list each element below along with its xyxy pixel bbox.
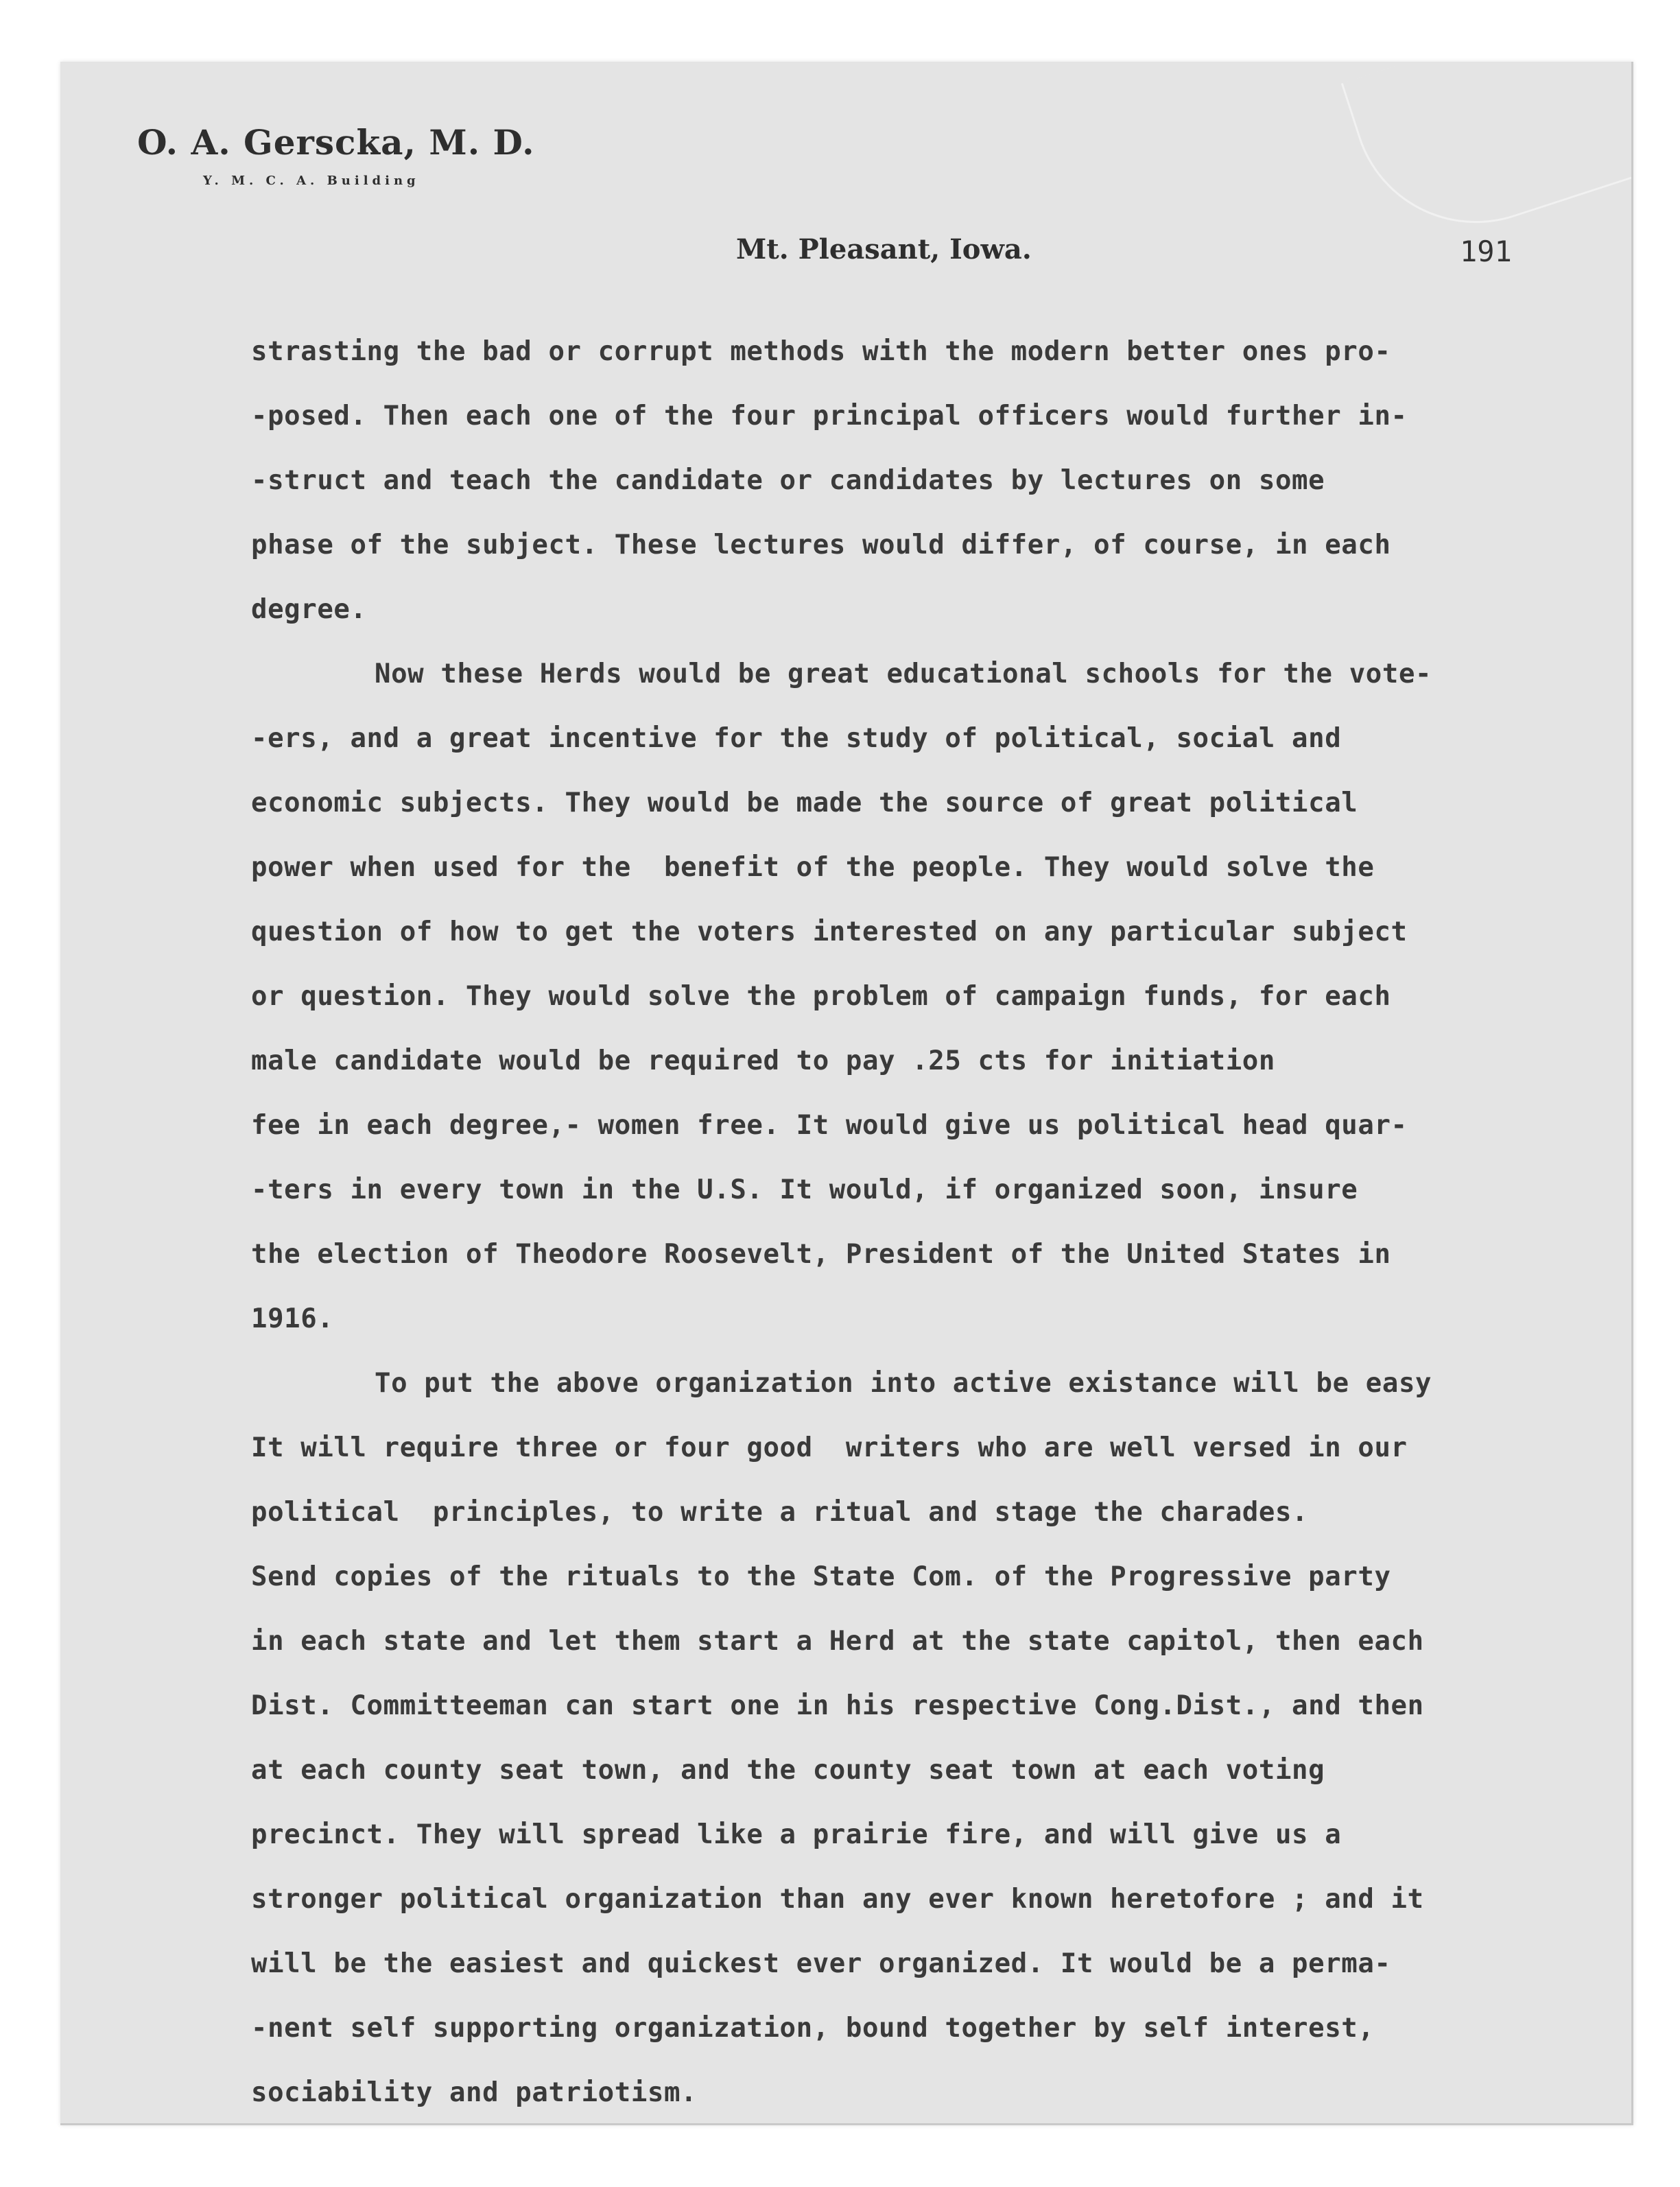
paper-fold-mark <box>1341 62 1633 255</box>
text-line: or question. They would solve the problem of campaign funds, for each <box>251 981 1391 1012</box>
letter-body <box>251 320 1609 2125</box>
text-line: in each state and let them start a Herd at the state capitol, then each <box>251 1626 1424 1657</box>
text-line: 1916. <box>251 1303 334 1334</box>
text-line: -ers, and a great incentive for the study of political, social and <box>251 723 1342 754</box>
text-line: Send copies of the rituals to the State Com. of the Progressive party <box>251 1561 1391 1592</box>
letterhead-name: O. A. Gerscka, M. D. <box>137 122 535 163</box>
text-line: Now these Herds would be great educational schools for the vote- <box>375 659 1432 689</box>
letterhead-place: Mt. Pleasant, Iowa. <box>736 233 1032 265</box>
text-line: strasting the bad or corrupt methods with the modern better ones pro- <box>251 336 1391 367</box>
text-line: degree. <box>251 594 367 625</box>
text-line: -nent self supporting organization, bound together by self interest, <box>251 2013 1375 2044</box>
letter-page <box>60 62 1633 2125</box>
text-line: precinct. They will spread like a prairie fire, and will give us a <box>251 1819 1342 1850</box>
text-line: Dist. Committeeman can start one in his respective Cong.Dist., and then <box>251 1690 1424 1721</box>
text-line: economic subjects. They would be made the source of great political <box>251 788 1358 818</box>
text-line: sociability and patriotism. <box>251 2077 698 2108</box>
text-line: political principles, to write a ritual and stage the charades. <box>251 1497 1309 1528</box>
text-line: -ters in every town in the U.S. It would, if organized soon, insure <box>251 1174 1358 1205</box>
text-line: -posed. Then each one of the four principal officers would further in- <box>251 401 1408 432</box>
text-line: -struct and teach the candidate or candidates by lectures on some <box>251 465 1325 496</box>
page-number: 191 <box>1460 235 1512 268</box>
text-line: will be the easiest and quickest ever organized. It would be a perma- <box>251 1948 1391 1979</box>
text-line: power when used for the benefit of the people. They would solve the <box>251 852 1375 883</box>
text-line: fee in each degree,- women free. It would give us political head quar- <box>251 1110 1408 1141</box>
text-line: question of how to get the voters interested on any particular subject <box>251 917 1408 947</box>
text-line: stronger political organization than any ever known heretofore ; and it <box>251 1884 1424 1915</box>
text-line: at each county seat town, and the county seat town at each voting <box>251 1755 1325 1786</box>
text-line: phase of the subject. These lectures would differ, of course, in each <box>251 530 1391 560</box>
text-line: the election of Theodore Roosevelt, President of the United States in <box>251 1239 1391 1270</box>
letterhead-building: Y. M. C. A. Building <box>203 174 420 188</box>
text-line: It will require three or four good writers who are well versed in our <box>251 1432 1408 1463</box>
text-line: To put the above organization into active existance will be easy <box>375 1368 1432 1399</box>
text-line: male candidate would be required to pay .25 cts for initiation <box>251 1045 1275 1076</box>
